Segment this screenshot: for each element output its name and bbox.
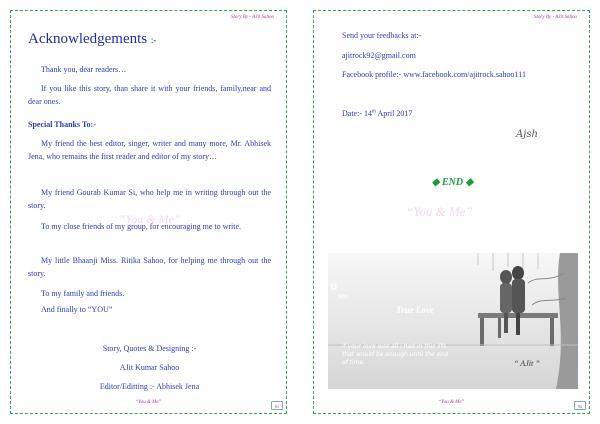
date-prefix: Date:- 14 xyxy=(342,109,372,118)
title-suffix: :- xyxy=(150,35,157,45)
email-link[interactable]: ajitrock92@gmail.com xyxy=(342,51,416,60)
page-title xyxy=(28,31,156,48)
date-suffix: April 2017 xyxy=(375,109,413,118)
credit-designing: Story, Quotes & Designing :- xyxy=(102,344,197,353)
love-quote: if your love was all i had in this life, that would be enough until the end of time. xyxy=(342,343,449,366)
special-thanks-heading: Special Thanks To:- xyxy=(28,120,96,129)
paragraph-you: And finally to “YOU” xyxy=(41,305,113,314)
feedback-label: Send your feedbacks at:- xyxy=(342,31,422,40)
facebook-link[interactable]: Facebook profile:- www.facebook.com/ajitrock.sahoo111 xyxy=(342,70,526,79)
paragraph-share: If you like this story, than share it with your friends, family,near and dear ones. xyxy=(28,84,271,106)
true-love-text: True Love xyxy=(396,305,434,315)
right-page xyxy=(313,10,590,414)
credit-editor: Editor/Editting :- Abhisek Jena xyxy=(99,382,200,391)
u-text: U xyxy=(330,283,338,293)
page-header: Story By - AJit Sahoo xyxy=(534,15,577,20)
paragraph-group: To my close friends of my group, for encouraging me to write. xyxy=(41,222,242,231)
page-header: Story By - AJit Sahoo xyxy=(231,15,274,20)
paragraph-editor: My friend the best editor, singer, writer and many more, Mr. Abhisek Jena, who remains the first reader and editor of my story… xyxy=(28,139,271,161)
watermark: “You & Me” xyxy=(406,204,473,219)
page-footer: “You & Me” xyxy=(438,400,465,405)
credit-author: AJit Kumar Sahoo xyxy=(119,363,180,372)
watermark: “You & Me” xyxy=(119,212,181,226)
paragraph-ritika: My little Bhaanji Miss. Ritika Sahoo, for helping me through out the story. xyxy=(28,256,271,278)
illustration-drawing xyxy=(328,253,578,389)
author-name: “ AJit ” xyxy=(514,359,540,368)
signature: Ajsh xyxy=(516,129,538,140)
page-number: 92 xyxy=(574,401,586,410)
paragraph-thanks: Thank you, dear readers… xyxy=(41,65,127,74)
title-text: Acknowledgements xyxy=(28,31,148,47)
date-suffix-sup: th xyxy=(372,109,376,115)
date-text xyxy=(342,109,412,118)
end-marker: ◆ END ◆ xyxy=(431,177,474,188)
me-text: Me xyxy=(338,293,349,301)
left-page xyxy=(10,10,287,414)
couple-illustration xyxy=(328,253,578,389)
paragraph-family: To my family and friends. xyxy=(41,289,125,298)
page-footer: “You & Me” xyxy=(135,400,162,405)
paragraph-gourab: My friend Gourab Kumar Si, who help me in writing through out the story. xyxy=(28,188,271,210)
page-number: 91 xyxy=(271,401,283,410)
